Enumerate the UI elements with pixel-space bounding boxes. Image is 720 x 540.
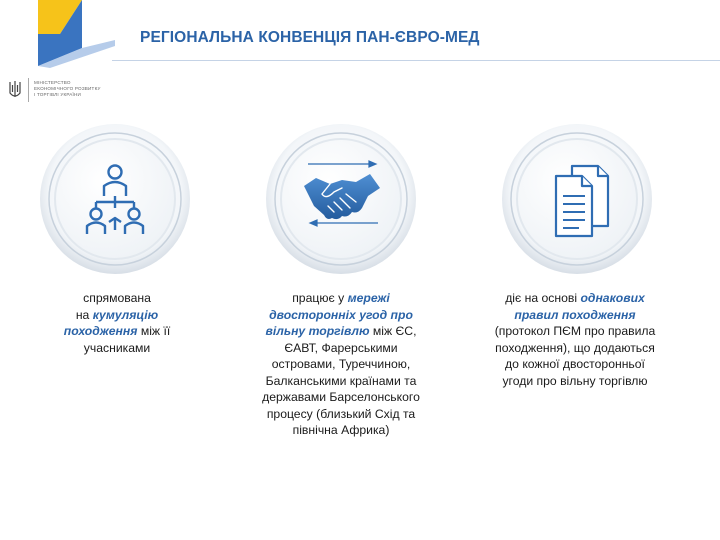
ministry-line-3: І ТОРГІВЛІ УКРАЇНИ bbox=[34, 92, 82, 97]
documents-icon bbox=[500, 122, 654, 276]
col3-line-4: походження), що додаються bbox=[495, 340, 655, 355]
col1-text: спрямована bbox=[83, 291, 151, 305]
handshake-icon bbox=[264, 122, 418, 276]
col2-highlight: мережі bbox=[347, 291, 390, 305]
disc-documents bbox=[500, 122, 654, 276]
col2-text: працює у bbox=[292, 291, 348, 305]
trident-icon bbox=[8, 80, 22, 100]
col2-line-8: процесу (близький Схід та bbox=[266, 406, 416, 421]
ministry-line-2: ЕКОНОМІЧНОГО РОЗВИТКУ bbox=[34, 86, 101, 91]
col3-line-2 bbox=[490, 307, 660, 324]
col1-line-4 bbox=[32, 340, 202, 357]
col2-line-5: островами, Туреччиною, bbox=[271, 357, 411, 371]
col1-highlight: кумуляцію bbox=[92, 307, 159, 322]
col2-line-9: північна Африка) bbox=[292, 423, 390, 437]
network-people-icon bbox=[38, 122, 192, 276]
ministry-line-1: МІНІСТЕРСТВО bbox=[34, 80, 71, 85]
column-rules bbox=[490, 290, 660, 389]
col2-line-1 bbox=[256, 290, 426, 307]
column-network bbox=[256, 290, 426, 439]
col2-text: між ЄС, bbox=[369, 324, 417, 338]
ministry-divider bbox=[28, 78, 29, 102]
col3-line-1 bbox=[490, 290, 660, 307]
logo-mark-icon bbox=[20, 0, 115, 70]
disc-handshake bbox=[264, 122, 418, 276]
col1-line-2 bbox=[32, 307, 202, 324]
col1-highlight: походження bbox=[63, 324, 138, 338]
ministry-logo bbox=[8, 78, 118, 102]
col2-highlight: вільну торгівлю bbox=[265, 324, 370, 338]
column-cumulation bbox=[32, 290, 202, 356]
col2-highlight: двосторонніх угод про bbox=[269, 307, 413, 322]
col3-line-6: угоди про вільну торгівлю bbox=[502, 373, 648, 388]
col3-highlight: однакових bbox=[580, 291, 645, 305]
ministry-name bbox=[34, 80, 124, 98]
col2-line-2 bbox=[256, 307, 426, 324]
col1-text: на bbox=[75, 307, 93, 322]
page-title: РЕГІОНАЛЬНА КОНВЕНЦІЯ ПАН-ЄВРО-МЕД bbox=[140, 29, 480, 46]
col3-text: діє на основі bbox=[505, 291, 581, 305]
col1-text: між її bbox=[137, 324, 171, 338]
col3-highlight: правил походження bbox=[514, 307, 636, 322]
col3-line-3: (протокол ПЄМ про правила bbox=[494, 324, 656, 338]
col2-line-3 bbox=[256, 323, 426, 340]
col2-line-6: Балканськими країнами та bbox=[265, 373, 417, 388]
col1-line-3 bbox=[32, 323, 202, 340]
col2-line-4: ЄАВТ, Фарерськими bbox=[284, 340, 398, 355]
col2-line-7: державами Барселонського bbox=[262, 390, 420, 404]
title-divider bbox=[112, 60, 720, 61]
col1-line-1 bbox=[32, 290, 202, 307]
col1-text: учасниками bbox=[83, 340, 151, 355]
disc-network bbox=[38, 122, 192, 276]
col3-line-5: до кожної двосторонньої bbox=[505, 357, 645, 371]
